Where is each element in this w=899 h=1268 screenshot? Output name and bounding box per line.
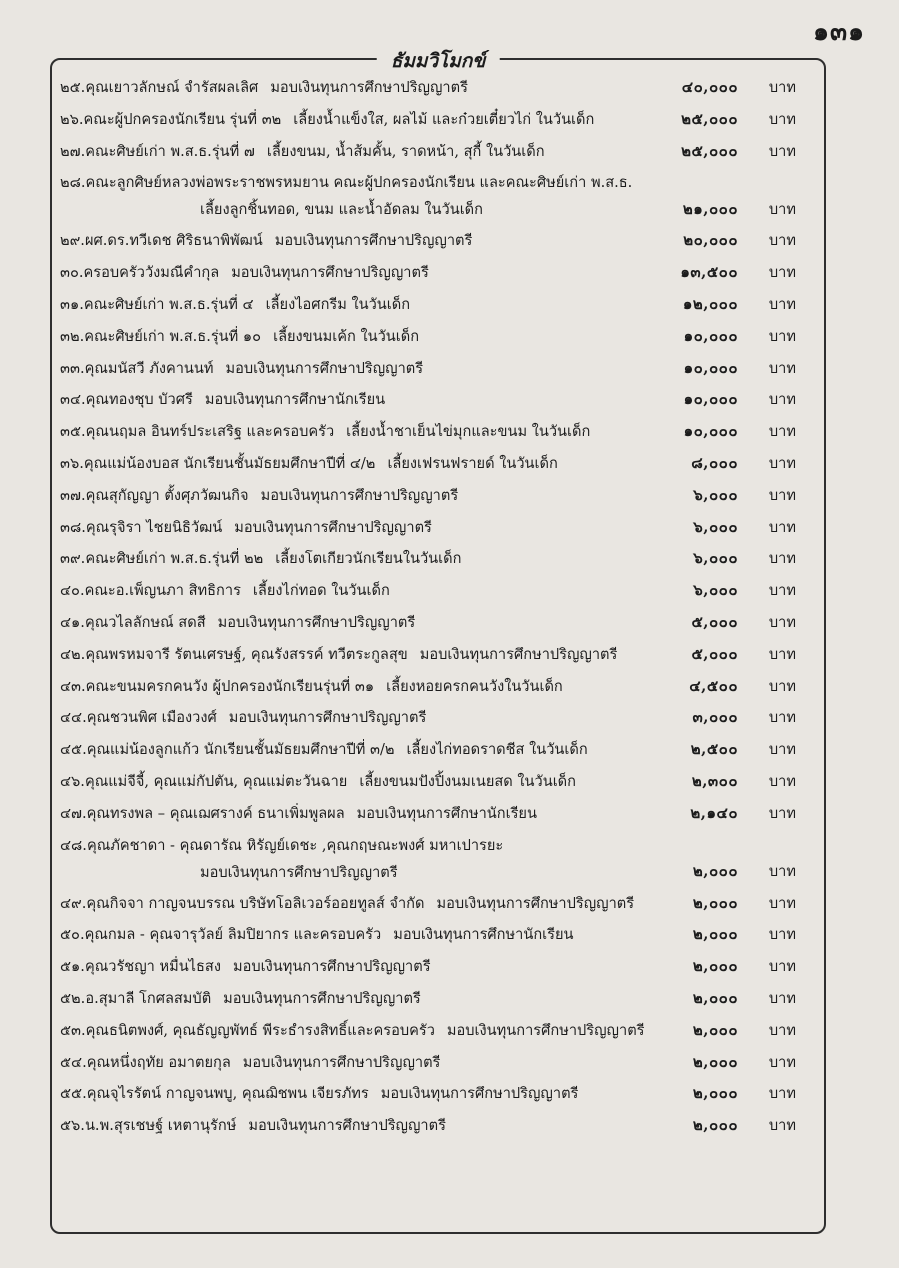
list-item: ๔๒.คุณพรหมจารี รัตนเศรษฐ์, คุณรังสรรค์ ทวีตระกูลสุข มอบเงินทุนการศึกษาปริญญาตรี ๕,๐๐๐ บาท xyxy=(60,639,816,671)
section-title: ธัมมวิโมกข์ xyxy=(377,46,500,76)
list-item: ๓๐.ครอบครัววังมณีคำกุล มอบเงินทุนการศึกษาปริญญาตรี ๑๓,๕๐๐ บาท xyxy=(60,257,816,289)
list-item: ๓๑.คณะศิษย์เก่า พ.ส.ธ.รุ่นที่ ๔ เลี้ยงไอศกรีม ในวันเด็ก ๑๒,๐๐๐ บาท xyxy=(60,289,816,321)
amount: ๒๕,๐๐๐ xyxy=(681,141,738,160)
unit: บาท xyxy=(768,894,796,912)
amount: ๘,๐๐๐ xyxy=(691,453,738,472)
unit: บาท xyxy=(768,359,796,377)
list-item: ๓๓.คุณมนัสวี ภังคานนท์ มอบเงินทุนการศึกษาปริญญาตรี ๑๐,๐๐๐ บาท xyxy=(60,353,816,385)
page-number: ๑๓๑ xyxy=(813,17,865,46)
unit: บาท xyxy=(768,518,796,536)
amount: ๒,๐๐๐ xyxy=(692,925,738,944)
unit: บาท xyxy=(768,772,796,790)
list-item: ๓๕.คุณนฤมล อินทร์ประเสริฐ และครอบครัว เลี้ยงน้ำชาเย็นไข่มุกและขนม ในวันเด็ก ๑๐,๐๐๐ บาท xyxy=(60,416,816,448)
list-item: ๔๔.คุณชวนพิศ เมืองวงศ์ มอบเงินทุนการศึกษาปริญญาตรี ๓,๐๐๐ บาท xyxy=(60,702,816,734)
unit: บาท xyxy=(768,391,796,409)
unit: บาท xyxy=(768,1117,796,1135)
unit: บาท xyxy=(768,327,796,345)
amount: ๒,๐๐๐ xyxy=(692,957,738,976)
amount: ๒,๕๐๐ xyxy=(690,740,738,759)
unit: บาท xyxy=(768,677,796,695)
unit: บาท xyxy=(768,454,796,472)
unit: บาท xyxy=(768,926,796,944)
list-item: ๔๙.คุณกิจจา กาญจนบรรณ บริษัทโอลิเวอร์ออยทูลส์ จำกัด มอบเงินทุนการศึกษาปริญญาตรี ๒,๐๐๐ บาท xyxy=(60,888,816,920)
list-item: ๓๔.คุณทองชุบ บัวศรี มอบเงินทุนการศึกษานักเรียน ๑๐,๐๐๐ บาท xyxy=(60,384,816,416)
amount: ๒,๐๐๐ xyxy=(692,861,738,880)
amount: ๖,๐๐๐ xyxy=(693,549,738,568)
amount: ๒,๑๔๐ xyxy=(690,803,738,822)
list-item: ๔๕.คุณแม่น้องลูกแก้ว นักเรียนชั้นมัธยมศึกษาปีที่ ๓/๒ เลี้ยงไก่ทอดราดชีส ในวันเด็ก ๒,๕๐๐ บาท xyxy=(60,734,816,766)
list-item: ๒๘.คณะลูกศิษย์หลวงพ่อพระราชพรหมยาน คณะผู้ปกครองนักเรียน และคณะศิษย์เก่า พ.ส.ธ. เลี้ยงลูกชิ้นทอด, ขนม และน้ำอัดลม ในวันเด็ก ๒๑,๐๐๐ บาท xyxy=(60,167,816,225)
list-item: ๔๗.คุณทรงพล – คุณเฌศรางค์ ธนาเพิ่มพูลผล มอบเงินทุนการศึกษานักเรียน ๒,๑๔๐ บาท xyxy=(60,798,816,830)
unit: บาท xyxy=(768,79,796,96)
unit: บาท xyxy=(768,200,796,218)
unit: บาท xyxy=(768,582,796,600)
unit: บาท xyxy=(768,550,796,568)
amount: ๑๓,๕๐๐ xyxy=(680,263,738,282)
list-item: ๔๖.คุณแม่จีจี้, คุณแม่กัปตัน, คุณแม่ตะวันฉาย เลี้ยงขนมปังปิ้งนมเนยสด ในวันเด็ก ๒,๓๐๐ บาท xyxy=(60,766,816,798)
unit: บาท xyxy=(768,423,796,441)
list-item: ๓๙.คณะศิษย์เก่า พ.ส.ธ.รุ่นที่ ๒๒ เลี้ยงโตเกียวนักเรียนในวันเด็ก ๖,๐๐๐ บาท xyxy=(60,543,816,575)
list-item: ๕๐.คุณกมล - คุณจารุวัลย์ ลิมปิยากร และครอบครัว มอบเงินทุนการศึกษานักเรียน ๒,๐๐๐ บาท xyxy=(60,919,816,951)
amount: ๖,๐๐๐ xyxy=(693,517,738,536)
unit: บาท xyxy=(768,264,796,282)
list-item: ๔๐.คณะอ.เพ็ญนภา สิทธิการ เลี้ยงไก่ทอด ในวันเด็ก ๖,๐๐๐ บาท xyxy=(60,575,816,607)
amount: ๒,๐๐๐ xyxy=(692,1020,738,1039)
unit: บาท xyxy=(768,741,796,759)
list-item: ๒๙.ผศ.ดร.ทวีเดช ศิริธนาพิพัฒน์ มอบเงินทุนการศึกษาปริญญาตรี ๒๐,๐๐๐ บาท xyxy=(60,225,816,257)
list-item: ๔๓.คณะขนมครกคนวัง ผู้ปกครองนักเรียนรุ่นที่ ๓๑ เลี้ยงหอยครกคนวังในวันเด็ก ๔,๕๐๐ บาท xyxy=(60,671,816,703)
list-item: ๓๒.คณะศิษย์เก่า พ.ส.ธ.รุ่นที่ ๑๐ เลี้ยงขนมเค้ก ในวันเด็ก ๑๐,๐๐๐ บาท xyxy=(60,321,816,353)
amount: ๑๒,๐๐๐ xyxy=(682,294,738,313)
amount: ๒,๐๐๐ xyxy=(692,1084,738,1103)
unit: บาท xyxy=(768,645,796,663)
list-item: ๔๑.คุณวไลลักษณ์ สดสี มอบเงินทุนการศึกษาปริญญาตรี ๕,๐๐๐ บาท xyxy=(60,607,816,639)
amount: ๒,๓๐๐ xyxy=(691,771,738,790)
unit: บาท xyxy=(768,1085,796,1103)
amount: ๑๐,๐๐๐ xyxy=(683,390,738,409)
list-item: ๓๗.คุณสุกัญญา ตั้งศุภวัฒนกิจ มอบเงินทุนการศึกษาปริญญาตรี ๖,๐๐๐ บาท xyxy=(60,480,816,512)
amount: ๕,๐๐๐ xyxy=(691,612,738,631)
unit: บาท xyxy=(768,709,796,727)
unit: บาท xyxy=(768,862,796,880)
unit: บาท xyxy=(768,989,796,1007)
amount: ๒,๐๐๐ xyxy=(692,988,738,1007)
amount: ๓,๐๐๐ xyxy=(692,708,738,727)
unit: บาท xyxy=(768,958,796,976)
amount: ๒,๐๐๐ xyxy=(692,893,738,912)
unit: บาท xyxy=(768,1053,796,1071)
amount: ๒๑,๐๐๐ xyxy=(682,199,738,218)
list-item: ๕๑.คุณวรัชญา หมื่นไธสง มอบเงินทุนการศึกษาปริญญาตรี ๒,๐๐๐ บาท xyxy=(60,951,816,983)
unit: บาท xyxy=(768,110,796,128)
amount: ๕,๐๐๐ xyxy=(691,644,738,663)
list-item: ๒๖.คณะผู้ปกครองนักเรียน รุ่นที่ ๓๒ เลี้ยงน้ำแข็งใส, ผลไม้ และก๋วยเตี๋ยวไก่ ในวันเด็ก ๒๕,๐๐๐ บาท xyxy=(60,104,816,136)
amount: ๖,๐๐๐ xyxy=(693,485,738,504)
content-frame xyxy=(50,50,826,1234)
list-item: ๓๘.คุณรุจิรา ไชยนิธิวัฒน์ มอบเงินทุนการศึกษาปริญญาตรี ๖,๐๐๐ บาท xyxy=(60,512,816,544)
amount: ๑๐,๐๐๐ xyxy=(683,358,738,377)
amount: ๒,๐๐๐ xyxy=(692,1116,738,1135)
amount: ๒๐,๐๐๐ xyxy=(683,231,738,250)
list-item: ๕๕.คุณจุไรรัตน์ กาญจนพบู, คุณฌิชพน เจียรภัทร มอบเงินทุนการศึกษาปริญญาตรี ๒,๐๐๐ บาท xyxy=(60,1078,816,1110)
amount: ๔,๕๐๐ xyxy=(689,676,738,695)
amount: ๑๐,๐๐๐ xyxy=(683,422,738,441)
unit: บาท xyxy=(768,1021,796,1039)
amount: ๖,๐๐๐ xyxy=(693,581,738,600)
donor-list xyxy=(60,72,816,1142)
list-item: ๕๒.อ.สุมาลี โกศลสมบัติ มอบเงินทุนการศึกษาปริญญาตรี ๒,๐๐๐ บาท xyxy=(60,983,816,1015)
unit: บาท xyxy=(768,232,796,250)
list-item: ๓๖.คุณแม่น้องบอส นักเรียนชั้นมัธยมศึกษาปีที่ ๔/๒ เลี้ยงเฟรนฟรายด์ ในวันเด็ก ๘,๐๐๐ บาท xyxy=(60,448,816,480)
list-item: ๕๓.คุณธนิตพงศ์, คุณธัญญพัทธ์ พีระธำรงสิทธิ์และครอบครัว มอบเงินทุนการศึกษาปริญญาตรี ๒,๐๐๐ บาท xyxy=(60,1015,816,1047)
unit: บาท xyxy=(768,804,796,822)
list-item: ๕๖.น.พ.สุรเชษฐ์ เหตานุรักษ์ มอบเงินทุนการศึกษาปริญญาตรี ๒,๐๐๐ บาท xyxy=(60,1110,816,1142)
unit: บาท xyxy=(768,295,796,313)
amount: ๒,๐๐๐ xyxy=(692,1052,738,1071)
list-item: ๒๗.คณะศิษย์เก่า พ.ส.ธ.รุ่นที่ ๗ เลี้ยงขนม, น้ำส้มคั้น, ราดหน้า, สุกี้ ในวันเด็ก ๒๕,๐๐๐ บาท xyxy=(60,136,816,168)
list-item: ๕๔.คุณหนึ่งฤทัย อมาตยกุล มอบเงินทุนการศึกษาปริญญาตรี ๒,๐๐๐ บาท xyxy=(60,1047,816,1079)
unit: บาท xyxy=(768,486,796,504)
amount: ๒๕,๐๐๐ xyxy=(681,109,738,128)
unit: บาท xyxy=(768,613,796,631)
list-item: ๒๕.คุณเยาวลักษณ์ จำรัสผลเลิศ มอบเงินทุนการศึกษาปริญญาตรี ๔๐,๐๐๐ บาท xyxy=(60,72,816,104)
amount: ๔๐,๐๐๐ xyxy=(681,78,738,96)
unit: บาท xyxy=(768,142,796,160)
amount: ๑๐,๐๐๐ xyxy=(683,326,738,345)
list-item: ๔๘.คุณภัคชาดา - คุณดารัณ หิรัญย์เดชะ ,คุณกฤษณะพงศ์ มหาเปารยะ มอบเงินทุนการศึกษาปริญญาตรี ๒,๐๐๐ บาท xyxy=(60,830,816,888)
